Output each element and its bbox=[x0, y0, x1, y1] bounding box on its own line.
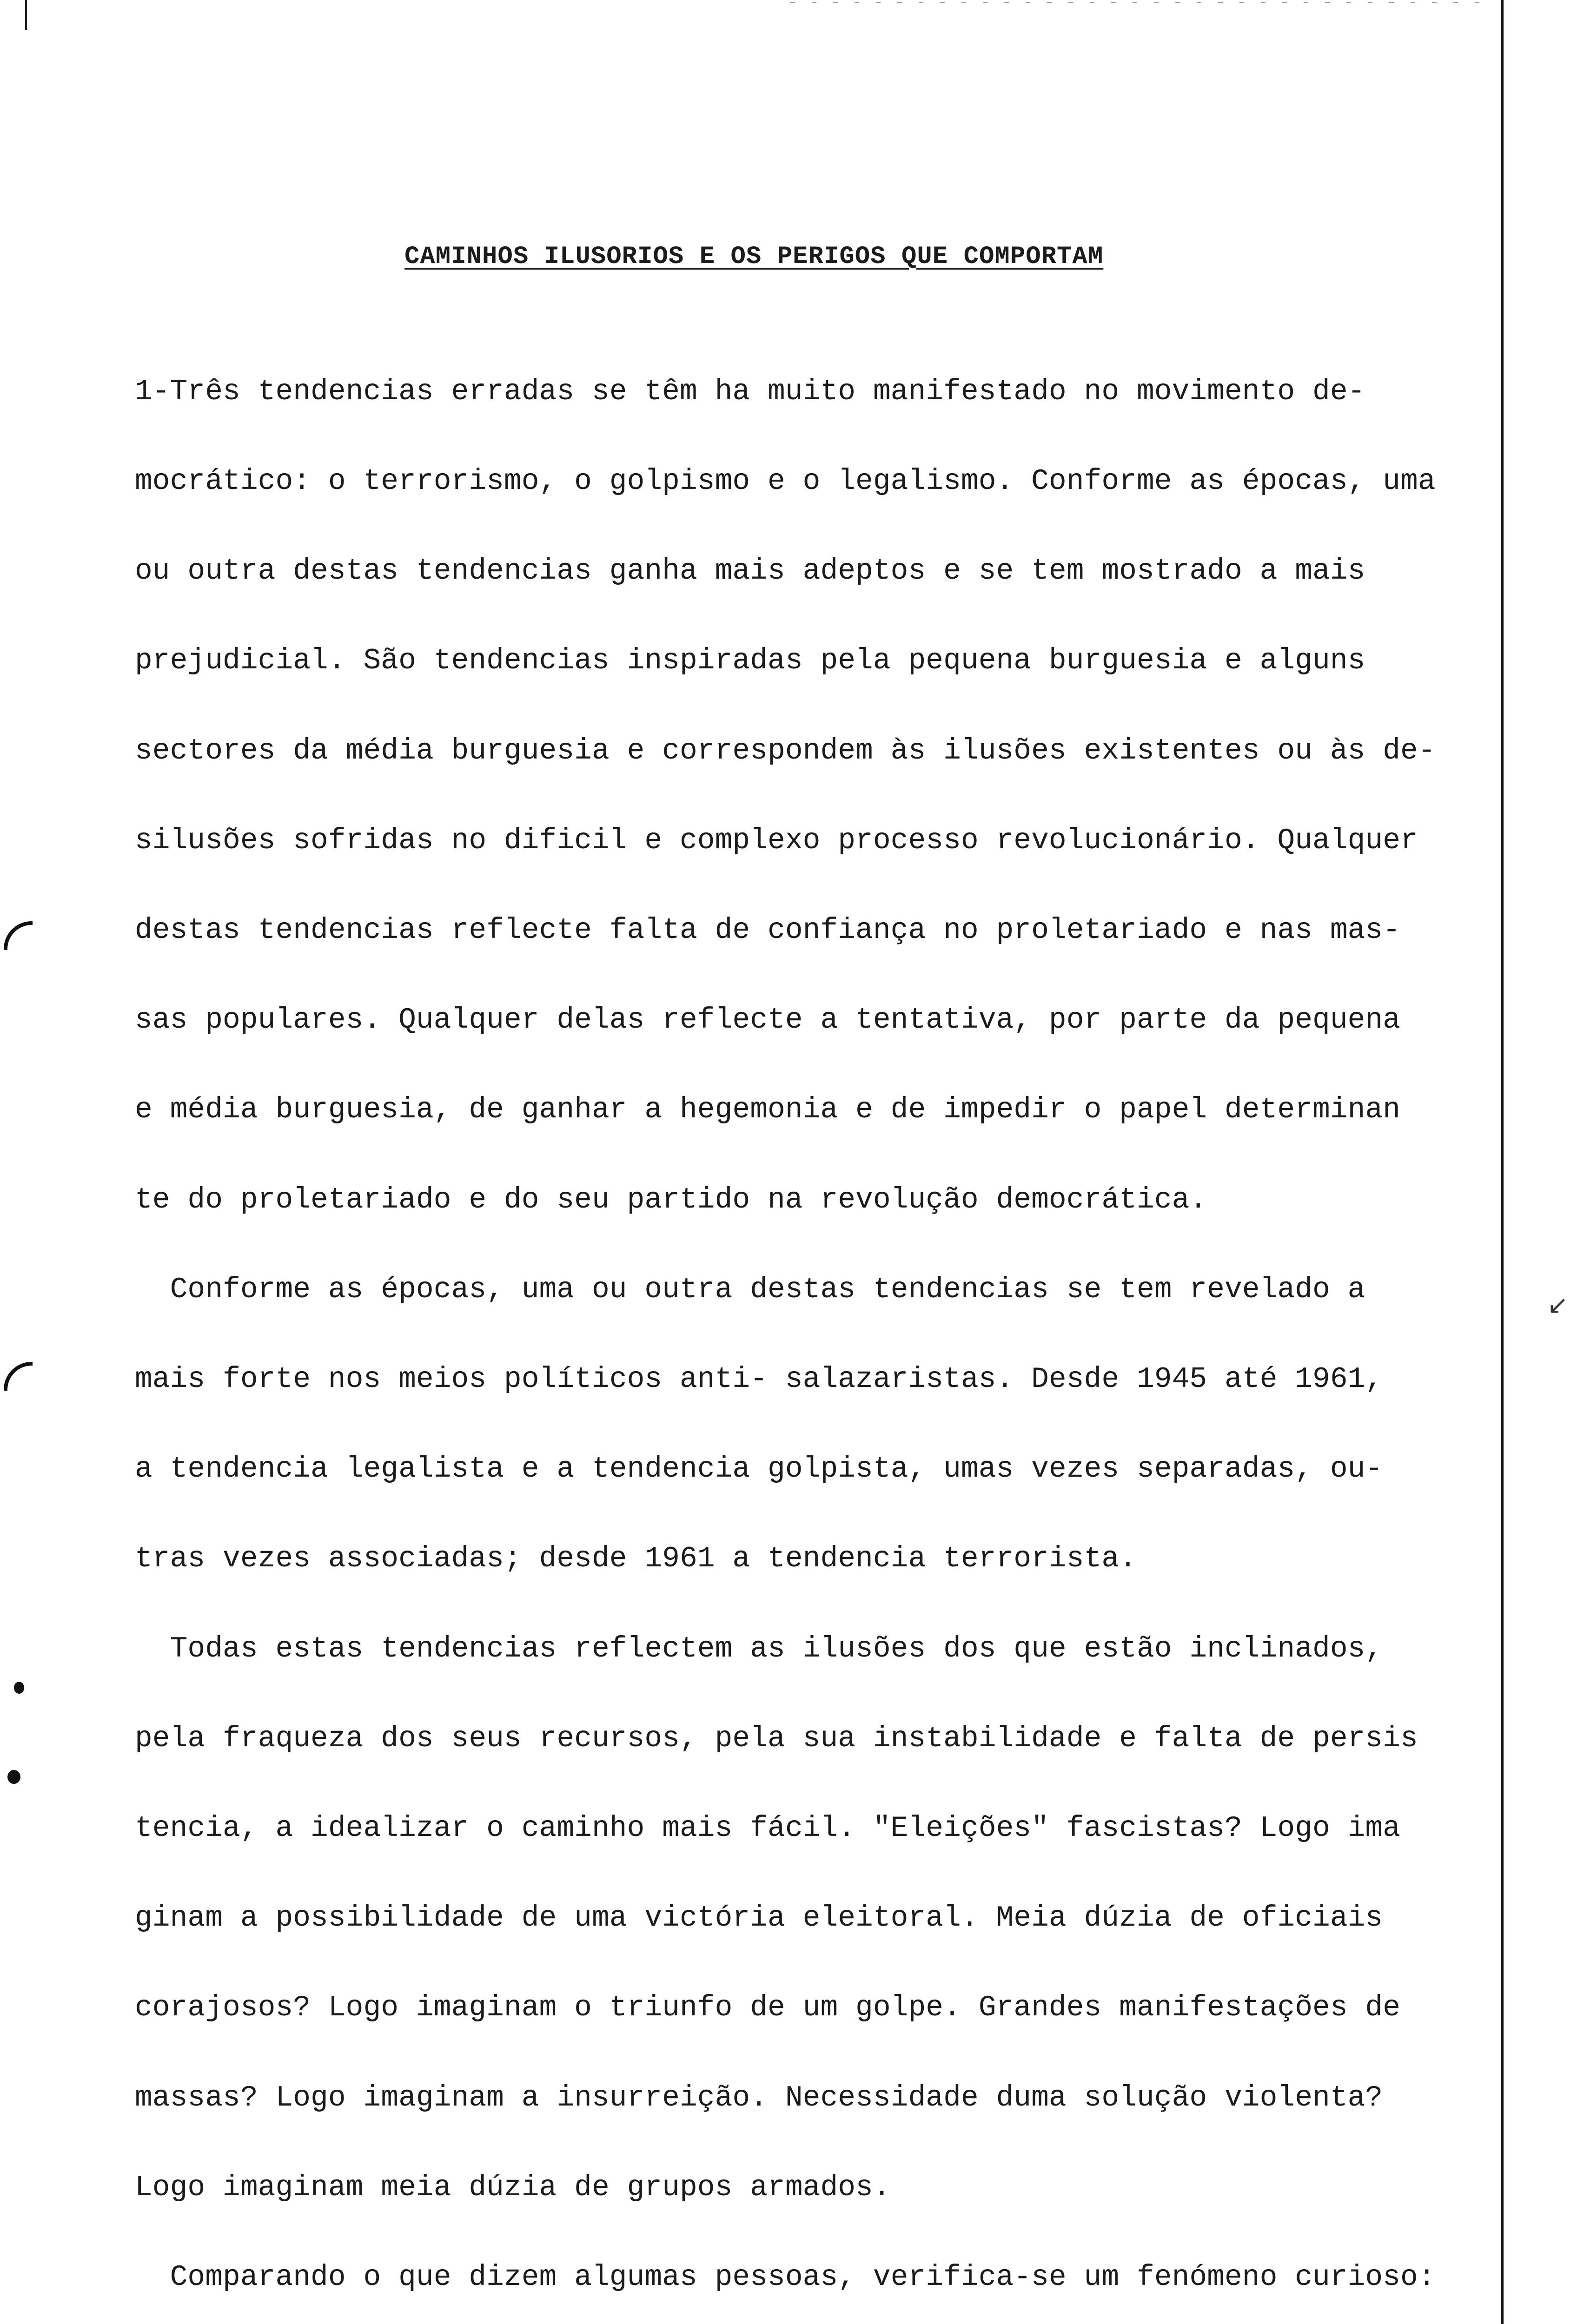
text-line: e média burguesia, de ganhar a hegemonia e de impedir o papel determinan bbox=[135, 1093, 1401, 1127]
text-line: silusões sofridas no dificil e complexo processo revolucionário. Qualquer bbox=[135, 824, 1418, 857]
top-edge-dashes bbox=[790, 2, 1488, 3]
text-line: corajosos? Logo imaginam o triunfo de um golpe. Grandes manifestações de bbox=[135, 1991, 1401, 2025]
document-body bbox=[135, 317, 1511, 2324]
stray-arrow-mark: ↙ bbox=[1547, 1290, 1569, 1320]
margin-tick bbox=[25, 0, 27, 30]
text-line: pela fraqueza dos seus recursos, pela sua instabilidade e falta de persis bbox=[135, 1722, 1418, 1755]
text-line: mais forte nos meios políticos anti- salazaristas. Desde 1945 até 1961, bbox=[135, 1363, 1383, 1396]
ink-dot bbox=[7, 1770, 20, 1784]
text-line: massas? Logo imaginam a insurreição. Necessidade duma solução violenta? bbox=[135, 2081, 1383, 2114]
text-line: te do proletariado e do seu partido na revolução democrática. bbox=[135, 1183, 1207, 1216]
punch-hole-mark bbox=[4, 1362, 33, 1391]
text-line: Logo imaginam meia dúzia de grupos armados. bbox=[135, 2171, 891, 2204]
text-line: 1-Três tendencias erradas se têm ha muito manifestado no movimento de- bbox=[135, 375, 1365, 408]
text-line: prejudicial. São tendencias inspiradas pela pequena burguesia e alguns bbox=[135, 644, 1365, 678]
ink-dot bbox=[14, 1682, 24, 1694]
text-line: mocrático: o terrorismo, o golpismo e o legalismo. Conforme as épocas, uma bbox=[135, 465, 1436, 498]
text-line: tras vezes associadas; desde 1961 a tendencia terrorista. bbox=[135, 1542, 1137, 1576]
document-title: CAMINHOS ILUSORIOS E OS PERIGOS QUE COMPORTAM bbox=[404, 243, 1104, 271]
text-line: tencia, a idealizar o caminho mais fácil. "Eleições" fascistas? Logo ima bbox=[135, 1812, 1401, 1845]
text-line: ginam a possibilidade de uma victória eleitoral. Meia dúzia de oficiais bbox=[135, 1901, 1383, 1935]
text-line: ou outra destas tendencias ganha mais adeptos e se tem mostrado a mais bbox=[135, 555, 1365, 588]
text-line: sas populares. Qualquer delas reflecte a tentativa, por parte da pequena bbox=[135, 1004, 1401, 1037]
text-line: Comparando o que dizem algumas pessoas, verifica-se um fenómeno curioso: bbox=[135, 2261, 1436, 2294]
text-line: a tendencia legalista e a tendencia golpista, umas vezes separadas, ou- bbox=[135, 1452, 1383, 1486]
text-line: sectores da média burguesia e correspondem às ilusões existentes ou às de- bbox=[135, 734, 1436, 767]
text-line: Todas estas tendencias reflectem as ilusões dos que estão inclinados, bbox=[135, 1632, 1383, 1665]
text-line: destas tendencias reflecte falta de confiança no proletariado e nas mas- bbox=[135, 914, 1401, 947]
punch-hole-mark bbox=[4, 921, 33, 950]
text-line: Conforme as épocas, uma ou outra destas tendencias se tem revelado a bbox=[135, 1273, 1365, 1306]
